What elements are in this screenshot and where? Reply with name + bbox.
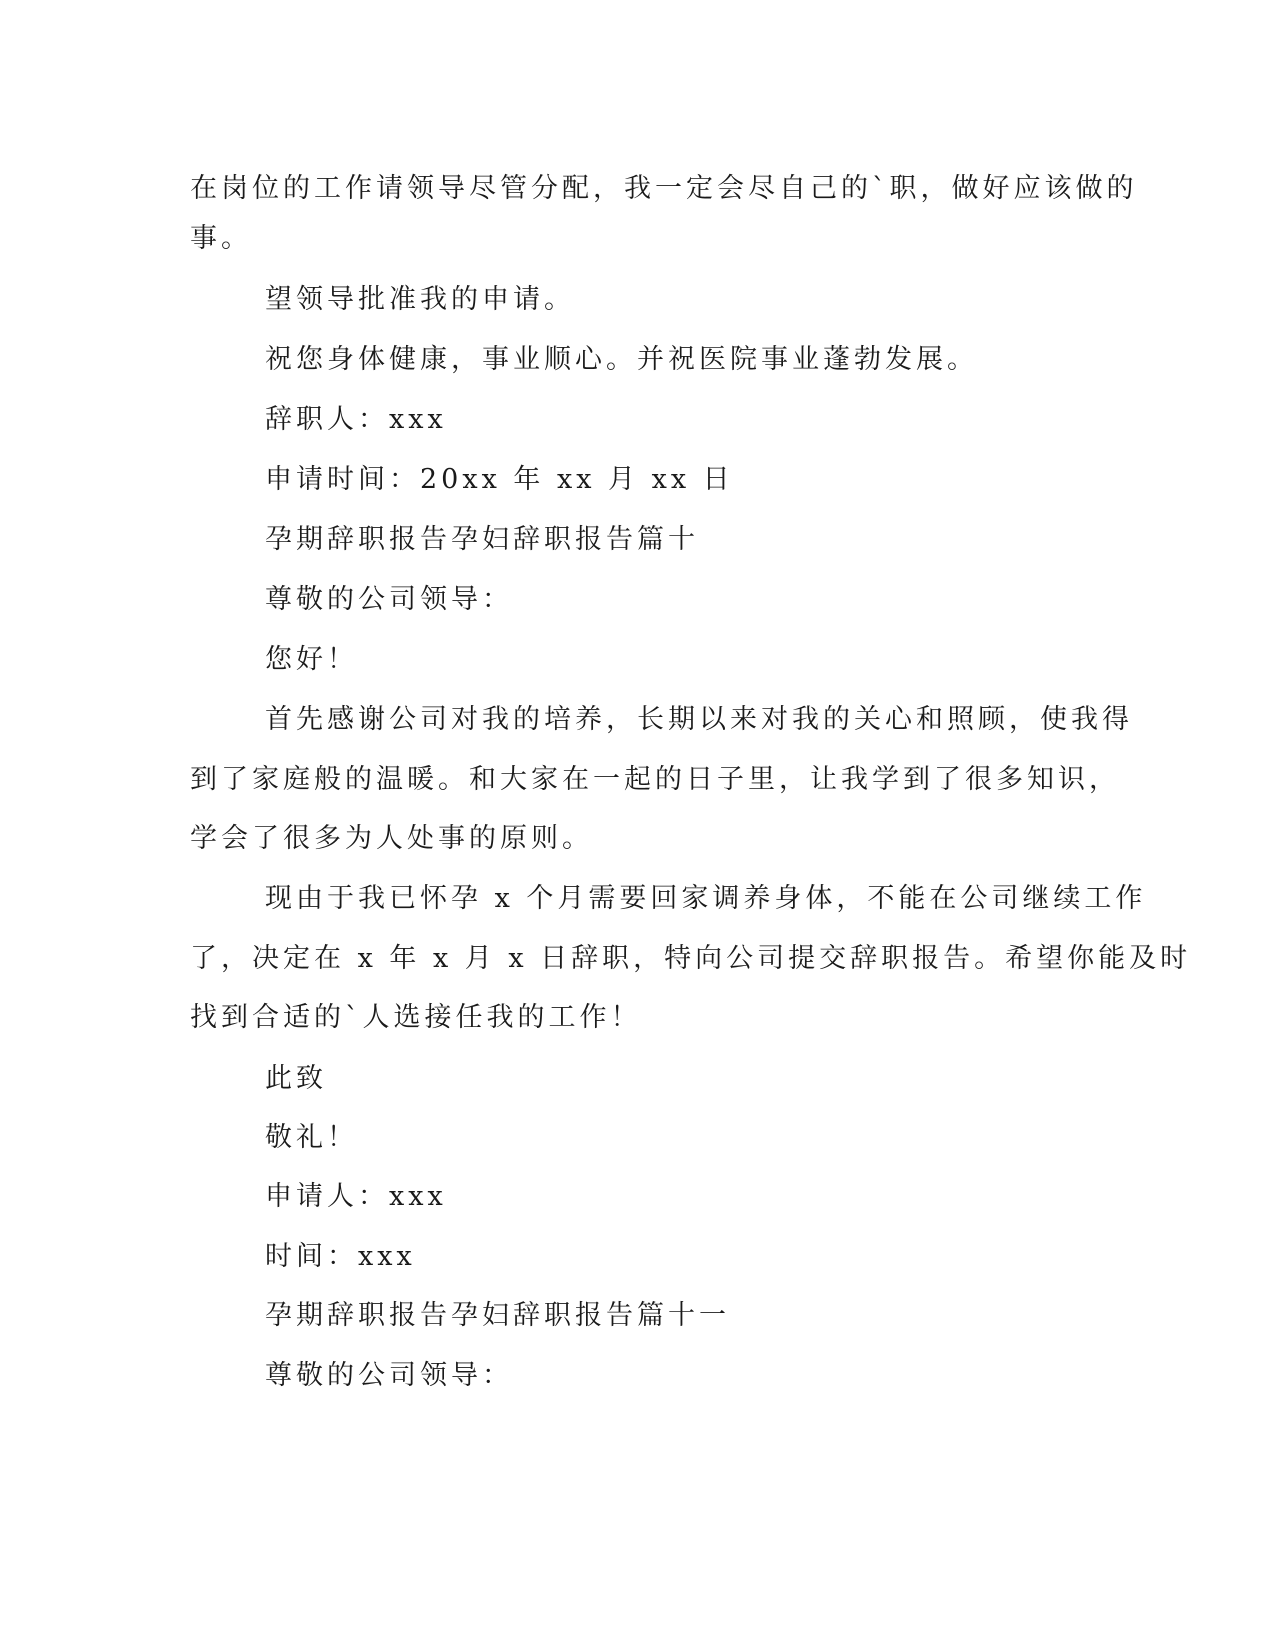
body-text-line: 事。: [190, 223, 252, 254]
date-line: 申请时间：20xx 年 xx 月 xx 日: [265, 464, 734, 495]
section-heading: 孕期辞职报告孕妇辞职报告篇十一: [265, 1300, 730, 1331]
applicant-line: 申请人：xxx: [265, 1181, 447, 1212]
body-text-line: 现由于我已怀孕 x 个月需要回家调养身体，不能在公司继续工作: [265, 883, 1147, 914]
body-text-line: 在岗位的工作请领导尽管分配，我一定会尽自己的`职，做好应该做的: [190, 173, 1138, 204]
salutation: 尊敬的公司领导：: [265, 584, 513, 615]
body-text-line: 祝您身体健康，事业顺心。并祝医院事业蓬勃发展。: [265, 344, 978, 375]
body-text-line: 了，决定在 x 年 x 月 x 日辞职，特向公司提交辞职报告。希望你能及时: [190, 943, 1192, 974]
salutation: 尊敬的公司领导：: [265, 1360, 513, 1391]
time-line: 时间：xxx: [265, 1241, 416, 1272]
closing-line: 此致: [265, 1063, 327, 1094]
body-text-line: 望领导批准我的申请。: [265, 284, 575, 315]
body-text-line: 到了家庭般的温暖。和大家在一起的日子里，让我学到了很多知识，: [190, 764, 1120, 795]
body-text-line: 首先感谢公司对我的培养，长期以来对我的关心和照顾，使我得: [265, 704, 1133, 735]
closing-line: 敬礼！: [265, 1122, 358, 1153]
greeting: 您好！: [265, 644, 358, 675]
body-text-line: 找到合适的`人选接任我的工作！: [190, 1002, 642, 1033]
section-heading: 孕期辞职报告孕妇辞职报告篇十: [265, 524, 699, 555]
body-text-line: 学会了很多为人处事的原则。: [190, 823, 593, 854]
resignee-line: 辞职人：xxx: [265, 404, 447, 435]
